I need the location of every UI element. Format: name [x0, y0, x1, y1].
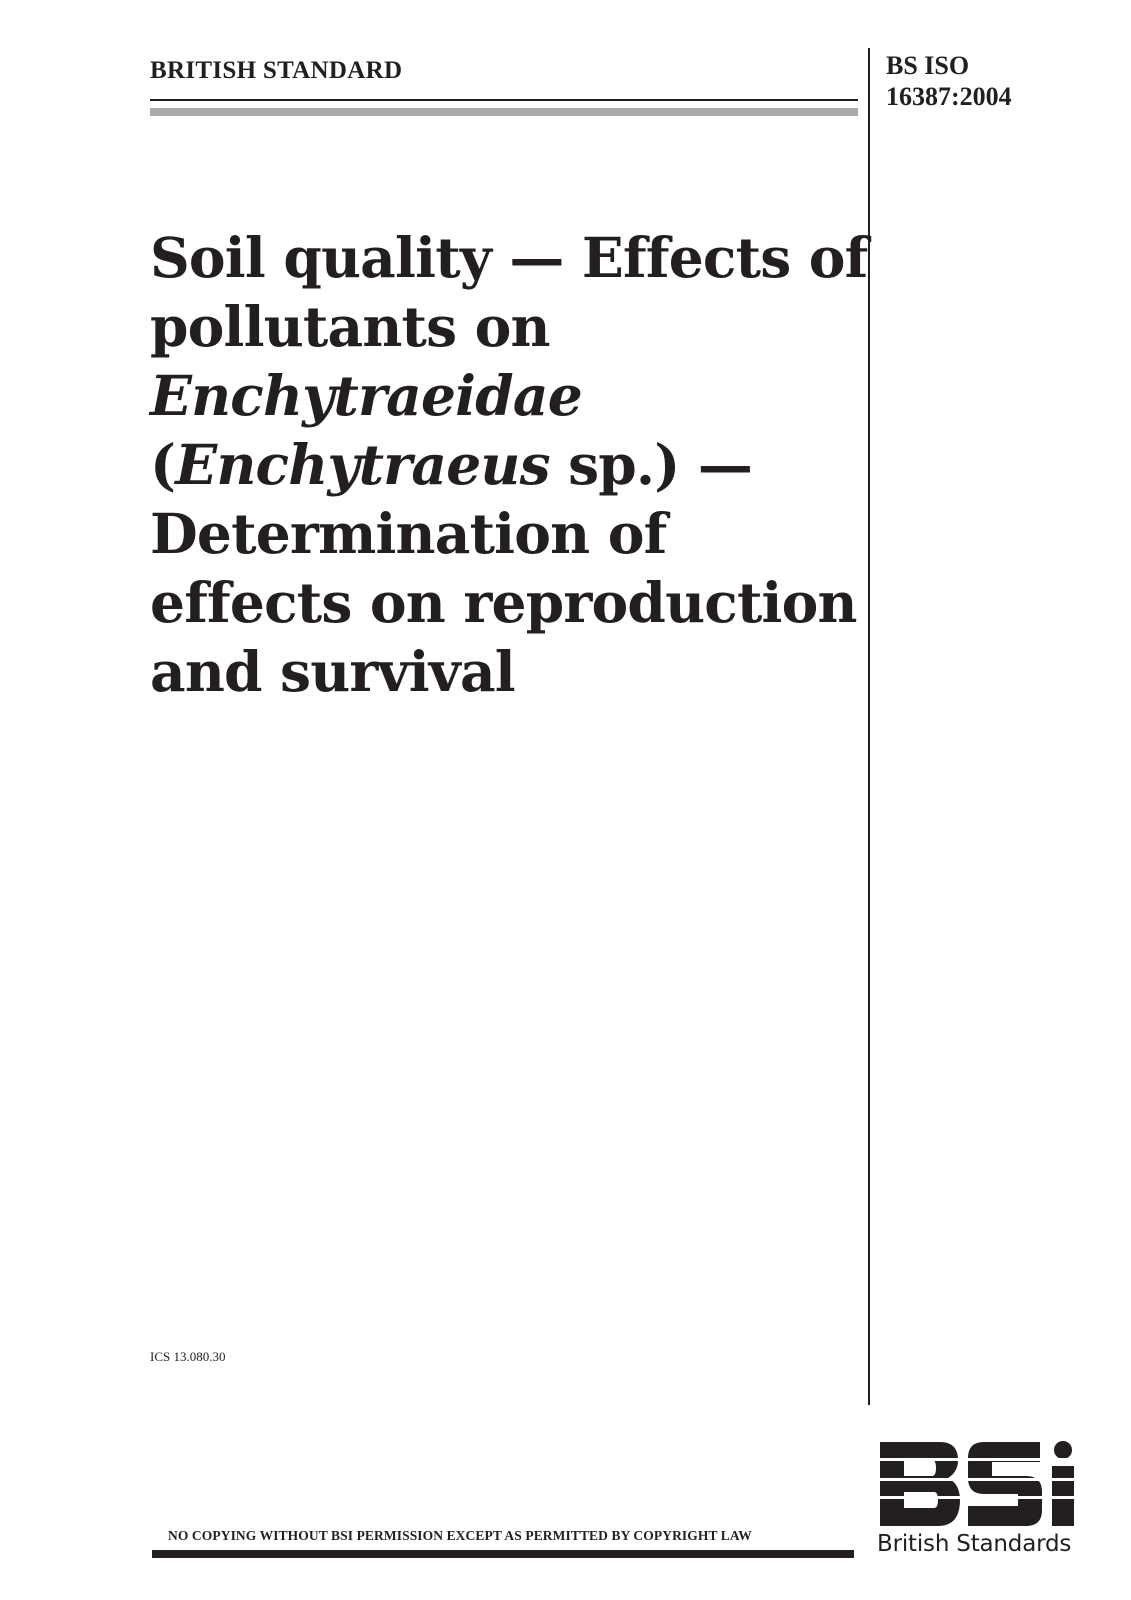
document-title: [150, 223, 870, 706]
bsi-logo-caption: British Standards: [877, 1531, 1072, 1557]
bsi-logo-icon: [878, 1440, 1078, 1530]
title-line-3: Enchytraeidae: [150, 363, 582, 428]
title-line-4: [150, 430, 870, 499]
header-rule-thick: [150, 108, 858, 116]
standard-number-line2: 16387:2004: [886, 82, 1012, 111]
title-line-6: effects on reproduction: [150, 570, 857, 635]
ics-code: ICS 13.080.30: [150, 1349, 226, 1364]
title-species-suffix: sp.) —: [549, 432, 753, 497]
title-line-5: Determination of: [150, 501, 667, 566]
standard-number-line1: BS ISO: [886, 51, 970, 80]
standard-number: [886, 50, 1012, 112]
title-line-7: and survival: [150, 639, 515, 704]
title-genus: Enchytraeus: [175, 432, 550, 497]
title-line-1: Soil quality — Effects of: [150, 225, 868, 290]
header-rule-thin: [150, 99, 858, 101]
footer-rule: [152, 1550, 854, 1558]
copyright-notice: NO COPYING WITHOUT BSI PERMISSION EXCEPT AS PERMITTED BY COPYRIGHT LAW: [168, 1528, 752, 1543]
title-line-2: pollutants on: [150, 294, 550, 359]
document-type-label: BRITISH STANDARD: [150, 57, 403, 84]
title-open-paren: (: [150, 432, 176, 497]
